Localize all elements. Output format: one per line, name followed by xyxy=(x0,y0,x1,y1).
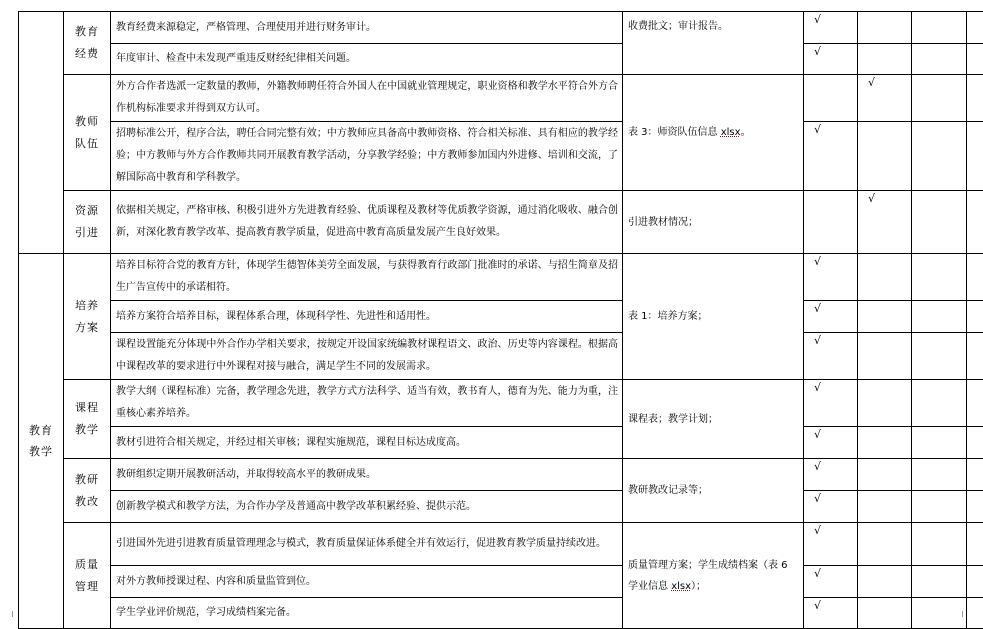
empty-cell xyxy=(912,12,967,44)
table-row xyxy=(19,523,983,566)
check-mark: √ xyxy=(804,491,858,523)
empty-cell xyxy=(804,191,858,254)
empty-cell xyxy=(912,598,967,629)
table-row xyxy=(19,301,983,333)
table-row xyxy=(19,380,983,427)
subcategory-line: 课程 xyxy=(75,401,99,414)
empty-cell xyxy=(912,254,967,301)
evidence-text: 表 3：师资队伍信息 xyxy=(628,127,721,138)
empty-cell xyxy=(912,333,967,380)
empty-cell xyxy=(967,598,983,629)
empty-cell xyxy=(912,566,967,598)
evidence-cell: 收费批文；审计报告。 xyxy=(623,12,804,75)
standard-cell: 学生学业评价规范，学习成绩档案完备。 xyxy=(111,598,623,629)
empty-cell xyxy=(967,380,983,427)
empty-cell xyxy=(967,301,983,333)
subcategory-cell xyxy=(64,254,111,380)
empty-cell xyxy=(967,75,983,122)
standard-cell: 引进国外先进引进教育质量管理理念与模式，教育质量保证体系健全并有效运行，促进教育教学质量持续改进。 xyxy=(111,523,623,566)
empty-cell xyxy=(858,459,912,491)
empty-cell xyxy=(858,44,912,75)
evidence-cell xyxy=(623,75,804,191)
evidence-text: ）； xyxy=(691,581,706,592)
standard-cell: 教学大纲（课程标准）完备，教学理念先进，教学方式方法科学、适当有效，教书育人，德育为先、能力为重，注重核心素养培养。 xyxy=(111,380,623,427)
empty-cell xyxy=(912,75,967,122)
empty-cell xyxy=(858,427,912,459)
evidence-link-text: xlsx xyxy=(671,581,691,592)
subcategory-cell xyxy=(64,75,111,191)
category-line: 教学 xyxy=(29,445,53,458)
empty-cell xyxy=(912,427,967,459)
empty-cell xyxy=(858,598,912,629)
subcategory-cell xyxy=(64,380,111,459)
check-mark: √ xyxy=(804,122,858,191)
standard-cell: 教育经费来源稳定，严格管理、合理使用并进行财务审计。 xyxy=(111,12,623,44)
table-row xyxy=(19,75,983,122)
standard-cell: 依据相关规定，严格审核、积极引进外方先进教育经验、优质课程及教材等优质教学资源，通过消化吸收、融合创新，对深化教育教学改革、提高教育教学质量，促进高中教育高质量发展产生良好效果。 xyxy=(111,191,623,254)
check-mark: √ xyxy=(804,333,858,380)
crop-mark xyxy=(6,611,13,617)
empty-cell xyxy=(858,12,912,44)
empty-cell xyxy=(967,122,983,191)
check-mark: √ xyxy=(804,44,858,75)
category-cell xyxy=(19,254,64,629)
category-cell-empty xyxy=(19,12,64,254)
check-mark: √ xyxy=(804,566,858,598)
subcategory-line: 队伍 xyxy=(75,137,99,150)
table-row xyxy=(19,12,983,44)
subcategory-line: 教改 xyxy=(75,495,99,508)
empty-cell xyxy=(912,301,967,333)
standard-cell: 培养目标符合党的教育方针，体现学生德智体美劳全面发展，与获得教育行政部门批准时的承诺、与招生简章及招生广告宣传中的承诺相符。 xyxy=(111,254,623,301)
subcategory-cell xyxy=(64,459,111,523)
empty-cell xyxy=(912,380,967,427)
empty-cell xyxy=(967,459,983,491)
empty-cell xyxy=(912,191,967,254)
category-line: 教育 xyxy=(29,424,53,437)
check-mark: √ xyxy=(804,12,858,44)
empty-cell xyxy=(967,491,983,523)
check-mark: √ xyxy=(804,254,858,301)
empty-cell xyxy=(912,523,967,566)
check-mark: √ xyxy=(804,380,858,427)
empty-cell xyxy=(967,333,983,380)
standard-cell: 外方合作者选派一定数量的教师，外籍教师聘任符合外国人在中国就业管理规定，职业资格和教学水平符合外方合作机构标准要求并得到双方认可。 xyxy=(111,75,623,122)
empty-cell xyxy=(912,491,967,523)
empty-cell xyxy=(858,301,912,333)
standard-cell: 对外方教师授课过程、内容和质量监管到位。 xyxy=(111,566,623,598)
empty-cell xyxy=(967,12,983,44)
empty-cell xyxy=(858,380,912,427)
table-row xyxy=(19,427,983,459)
standard-cell: 年度审计、检查中未发现严重违反财经纪律相关问题。 xyxy=(111,44,623,75)
subcategory-line: 教师 xyxy=(75,115,99,128)
subcategory-line: 教学 xyxy=(75,423,99,436)
empty-cell xyxy=(858,523,912,566)
subcategory-line: 引进 xyxy=(75,226,99,239)
evidence-text: 。 xyxy=(741,127,751,138)
evidence-cell: 表 1：培养方案； xyxy=(623,254,804,380)
table-row xyxy=(19,44,983,75)
empty-cell xyxy=(967,427,983,459)
empty-cell xyxy=(912,44,967,75)
empty-cell xyxy=(858,491,912,523)
evidence-cell: 课程表；教学计划； xyxy=(623,380,804,459)
table-row xyxy=(19,566,983,598)
check-mark: √ xyxy=(804,427,858,459)
empty-cell xyxy=(967,523,983,566)
subcategory-cell xyxy=(64,523,111,629)
empty-cell xyxy=(912,122,967,191)
standard-cell: 招聘标准公开，程序合法，聘任合同完整有效；中方教师应具备高中教师资格、符合相关标准、具有相应的教学经验；中方教师与外方合作教师共同开展教育教学活动，分享教学经验；中方教师参加国内外进修、培训和交流，了解国际高中教育和学科教学。 xyxy=(111,122,623,191)
check-mark: √ xyxy=(804,598,858,629)
subcategory-cell xyxy=(64,12,111,75)
table-row xyxy=(19,122,983,191)
evidence-link-text: xlsx xyxy=(721,127,741,138)
check-mark: √ xyxy=(858,191,912,254)
empty-cell xyxy=(858,122,912,191)
standard-cell: 教研组织定期开展教研活动，并取得较高水平的教研成果。 xyxy=(111,459,623,491)
standard-cell: 教材引进符合相关规定，并经过相关审核；课程实施规范，课程目标达成度高。 xyxy=(111,427,623,459)
empty-cell xyxy=(967,566,983,598)
evidence-cell xyxy=(623,523,804,629)
standard-cell: 创新教学模式和教学方法，为合作办学及普通高中教学改革积累经验、提供示范。 xyxy=(111,491,623,523)
empty-cell xyxy=(967,254,983,301)
empty-cell xyxy=(967,191,983,254)
table-row xyxy=(19,333,983,380)
table-row xyxy=(19,254,983,301)
subcategory-line: 资源 xyxy=(75,204,99,217)
subcategory-line: 质量 xyxy=(75,558,99,571)
check-mark: √ xyxy=(804,301,858,333)
subcategory-line: 经费 xyxy=(75,47,99,60)
empty-cell xyxy=(967,44,983,75)
subcategory-line: 教育 xyxy=(75,25,99,38)
empty-cell xyxy=(858,254,912,301)
table-row xyxy=(19,459,983,491)
check-mark: √ xyxy=(804,523,858,566)
table-row xyxy=(19,491,983,523)
table-row xyxy=(19,191,983,254)
standard-cell: 课程设置能充分体现中外合作办学相关要求，按规定开设国家统编教材课程语文、政治、历史等内容课程。根据高中课程改革的要求进行中外课程对接与融合，满足学生不同的发展需求。 xyxy=(111,333,623,380)
subcategory-cell xyxy=(64,191,111,254)
evaluation-table xyxy=(18,11,983,629)
evidence-cell: 教研教改记录等； xyxy=(623,459,804,523)
standard-cell: 培养方案符合培养目标，课程体系合理，体现科学性、先进性和适用性。 xyxy=(111,301,623,333)
subcategory-line: 教研 xyxy=(75,473,99,486)
empty-cell xyxy=(804,75,858,122)
subcategory-line: 管理 xyxy=(75,580,99,593)
table-row xyxy=(19,598,983,629)
empty-cell xyxy=(912,459,967,491)
subcategory-line: 方案 xyxy=(75,321,99,334)
check-mark: √ xyxy=(858,75,912,122)
evidence-cell: 引进教材情况； xyxy=(623,191,804,254)
empty-cell xyxy=(858,566,912,598)
subcategory-line: 培养 xyxy=(75,299,99,312)
evidence-text: 质量管理方案；学生成绩档案（表 6 学业信息 xyxy=(628,560,788,592)
check-mark: √ xyxy=(804,459,858,491)
empty-cell xyxy=(858,333,912,380)
